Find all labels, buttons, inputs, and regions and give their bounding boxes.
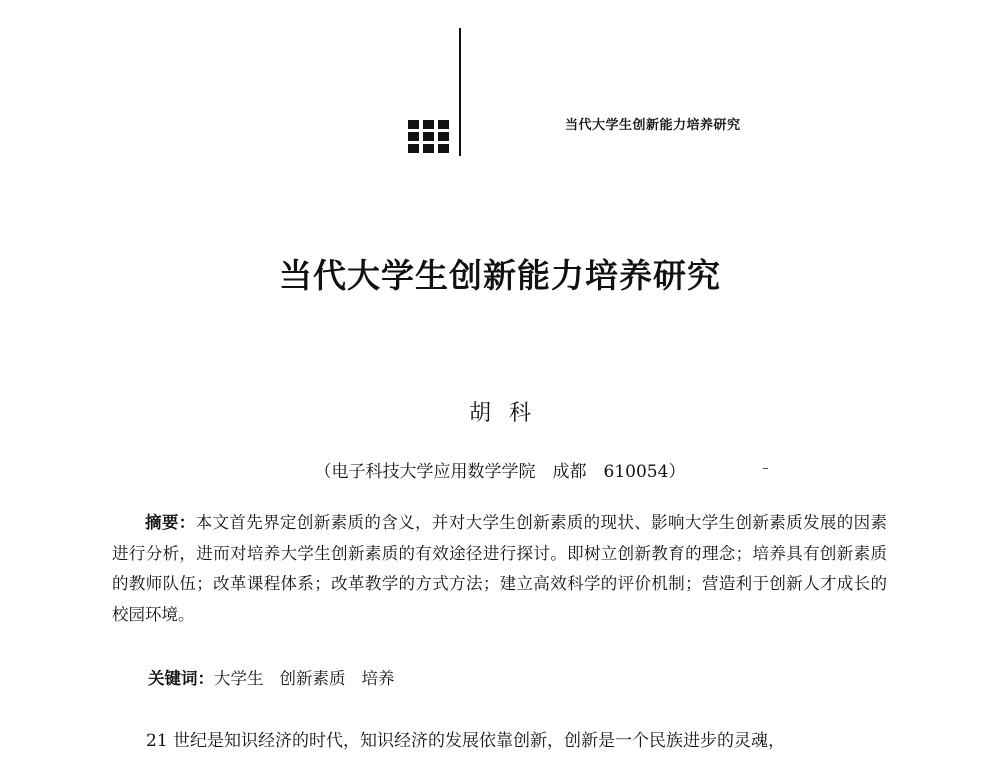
affiliation: （电子科技大学应用数学学院 成都 610054）	[314, 462, 686, 482]
keywords	[148, 665, 411, 689]
keyword: 大学生	[214, 669, 264, 688]
keyword: 培养	[361, 669, 395, 688]
keywords-label: 关键词：	[148, 669, 214, 688]
header-block-icon	[408, 120, 449, 153]
keyword: 创新素质	[279, 669, 346, 688]
abstract-label: 摘要：	[145, 513, 196, 532]
header-rule	[459, 28, 461, 156]
body-paragraph: 21 世纪是知识经济的时代，知识经济的发展依靠创新，创新是一个民族进步的灵魂，	[146, 731, 786, 751]
abstract-text: 本文首先界定创新素质的含义，并对大学生创新素质的现状、影响大学生创新素质发展的因素进行分析，进而对培养大学生创新素质的有效途径进行探讨。即树立创新教育的理念；培养具有创新素质的教师队伍；改革课程体系；改革教学的方式方法；建立高效科学的评价机制；营造利于创新人才成长的校园环境。	[112, 513, 888, 624]
author-name: 胡科	[468, 401, 549, 426]
abstract	[112, 508, 887, 630]
paper-title: 当代大学生创新能力培养研究	[279, 256, 721, 295]
scan-speck	[763, 468, 768, 469]
running-head: 当代大学生创新能力培养研究	[565, 118, 741, 133]
